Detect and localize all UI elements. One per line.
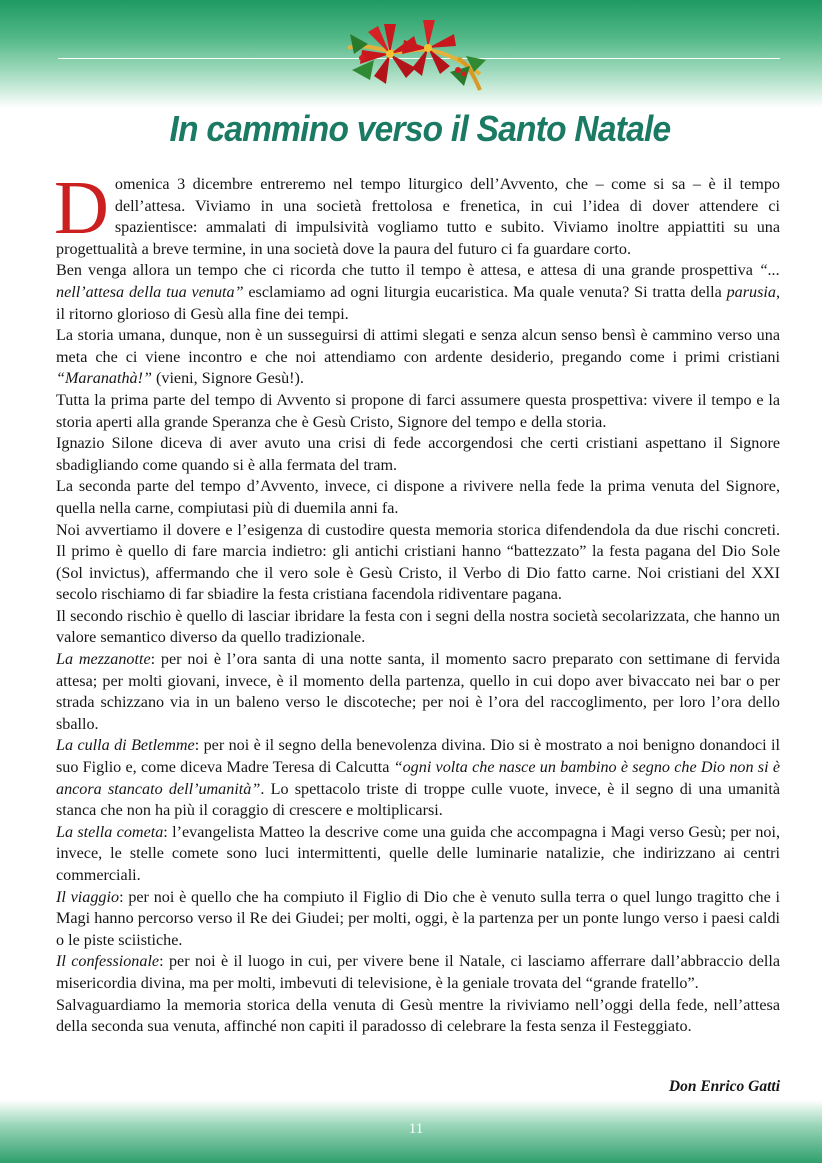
page-title: In cammino verso il Santo Natale bbox=[169, 108, 671, 149]
drop-cap: D bbox=[54, 166, 109, 250]
paragraph-attesa: Ben venga allora un tempo che ci ricorda che tutto il tempo è attesa, e attesa di una grande prospettiva “... nell’attesa della tua venuta” esclamiamo ad ogni liturgia eucaristica. Ma quale venuta? Si tratta della parusia, il ritorno glorioso di Gesù alla fine dei tempi. bbox=[56, 262, 780, 323]
paragraph-viaggio: Il viaggio: per noi è quello che ha compiuto il Figlio di Dio che è venuto sulla terra o quel lungo tragitto che i Magi hanno percorso verso il Re dei Giudei; per molti, oggi, è la partenza per un ponte lungo verso i paesi caldi o le piste sciistiche. bbox=[56, 888, 780, 949]
paragraph-silone: Ignazio Silone diceva di aver avuto una crisi di fede accorgendosi che certi cristiani aspettano il Signore sbadigliando come quando si è alla fermata del tram. bbox=[56, 435, 780, 474]
paragraph-mezzanotte: La mezzanotte: per noi è l’ora santa di una notte santa, il momento sacro preparato con settimane di fervida attesa; per molti giovani, invece, è il momento della partenza, quello in cui dopo aver bivaccato nei bar o per strada schizzano via in un baleno verso le discoteche; per noi è l’ora del raccoglimento, per loro l’ora dello sballo. bbox=[56, 651, 780, 733]
author-signature: Don Enrico Gatti bbox=[668, 1078, 780, 1095]
paragraph-conclusione: Salvaguardiamo la memoria storica della venuta di Gesù mentre la riviviamo nell’oggi della fede, nell’attesa della seconda sua venuta, affinché non capiti il paradosso di celebrare la festa senza il Festeggiato. bbox=[56, 996, 780, 1036]
paragraph-secondo-rischio: Il secondo rischio è quello di lasciar ibridare la festa con i segni della nostra società secolarizzata, che hanno un valore semantico diverso da quello tradizionale. bbox=[56, 607, 780, 647]
paragraph-culla: La culla di Betlemme: per noi è il segno della benevolenza divina. Dio si è mostrato a noi benigno donandoci il suo Figlio e, come diceva Madre Teresa di Calcutta “ogni volta che nasce un bambino è segno che Dio non si è ancora stancato dell’umanità”. Lo spettacolo triste di troppe culle vuote, invece, è il segno di una umanità stanca che non ha più il coraggio di crescere e moltiplicarsi. bbox=[56, 737, 781, 820]
paragraph-prima-parte: Tutta la prima parte del tempo di Avvento si propone di farci assumere questa prospettiva: vivere il tempo e la storia aperti alla grande Speranza che è Gesù Cristo, Signore del tempo e della storia. bbox=[56, 391, 780, 431]
paragraph-seconda-parte: La seconda parte del tempo d’Avvento, invece, ci dispone a rivivere nella fede la prima venuta del Signore, quella nella carne, compiutasi più di duemila anni fa. bbox=[56, 478, 780, 517]
paragraph-storia: La storia umana, dunque, non è un susseguirsi di attimi slegati e senza alcun senso bensì è cammino verso una meta che ci viene incontro e che noi attendiamo con ardente desiderio, pregando come i primi cristiani “Maranathà!” (vieni, Signore Gesù!). bbox=[56, 327, 780, 388]
paragraph-stella: La stella cometa: l’evangelista Matteo la descrive come una guida che accompagna i Magi verso Gesù; per noi, invece, le stelle comete sono luci intermittenti, quelle delle luminarie natalizie, che indirizzano ai centri commerciali. bbox=[56, 823, 780, 884]
paragraph-rischi: Noi avvertiamo il dovere e l’esigenza di custodire questa memoria storica difendendola da due rischi concreti. Il primo è quello di fare marcia indietro: gli antichi cristiani hanno “battezzato” la festa pagana del Dio Sole (Sol invictus), affermando che il vero sole è Gesù Cristo, il Verbo di Dio fatto carne. Noi cristiani del XXI secolo rischiamo di far sbiadire la festa cristiana facendola ridiventare pagana. bbox=[56, 521, 780, 604]
poinsettia-icon bbox=[340, 14, 490, 98]
paragraph-confessionale: Il confessionale: per noi è il luogo in cui, per vivere bene il Natale, ci lasciamo afferrare dall’abbraccio della misericordia divina, ma per molti, imbevuti di televisione, è la geniale trovata del “grande fratello”. bbox=[56, 953, 780, 992]
page-number: 11 bbox=[408, 1121, 424, 1137]
paragraph-intro: Domenica 3 dicembre entreremo nel tempo liturgico dell’Avvento, che – come si sa – è il tempo dell’attesa. Viviamo in una società frettolosa e frenetica, in cui l’idea di dover attendere ci spazientisce: ammalati di impulsività vogliamo tutto e subito. Viviamo inoltre appiattiti su una progettualità a breve termine, in una società dove la paura del futuro ci fa guardare corto. bbox=[54, 166, 780, 258]
article-body bbox=[54, 166, 781, 1038]
